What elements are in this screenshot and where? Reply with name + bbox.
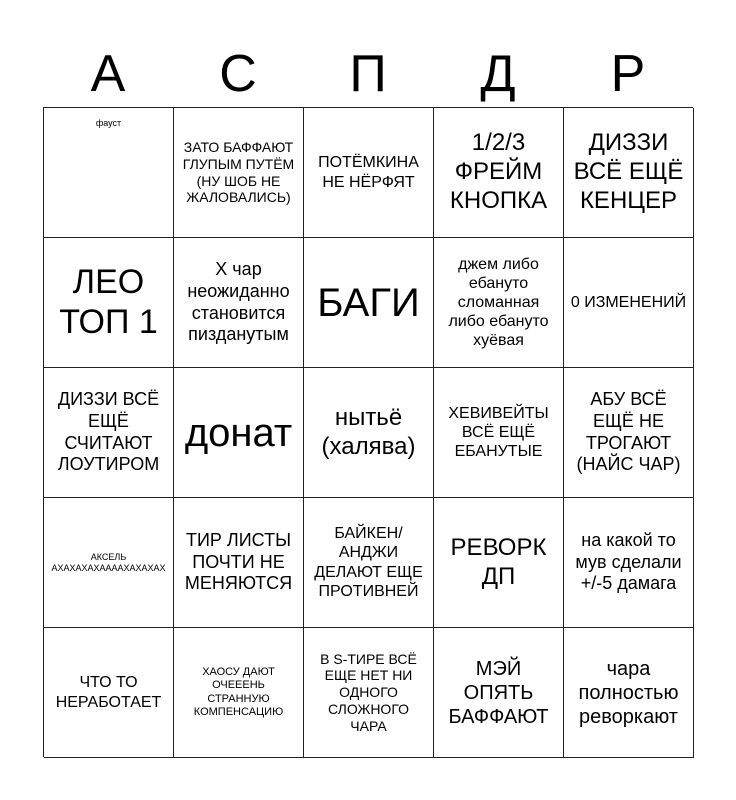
- header-letter-d: Д: [480, 45, 516, 103]
- bingo-cell[interactable]: фауст: [44, 108, 174, 238]
- bingo-cell[interactable]: донат: [174, 368, 304, 498]
- bingo-cell[interactable]: ЗАТО БАФФАЮТ ГЛУПЫМ ПУТЁМ (НУ ШОБ НЕ ЖАЛОВАЛИСЬ): [174, 108, 304, 238]
- bingo-cell[interactable]: ЛЕО ТОП 1: [44, 238, 174, 368]
- bingo-cell[interactable]: АБУ ВСЁ ЕЩЁ НЕ ТРОГАЮТ (НАЙС ЧАР): [564, 368, 694, 498]
- bingo-cell[interactable]: РЕВОРК ДП: [434, 498, 564, 628]
- bingo-cell[interactable]: нытьё (халява): [304, 368, 434, 498]
- bingo-cell[interactable]: ТИР ЛИСТЫ ПОЧТИ НЕ МЕНЯЮТСЯ: [174, 498, 304, 628]
- header-letter-s: С: [219, 45, 257, 103]
- header-letter-p: П: [349, 45, 387, 103]
- bingo-cell[interactable]: ХАОСУ ДАЮТ ОЧЕЕЕНЬ СТРАННУЮ КОМПЕНСАЦИЮ: [174, 628, 304, 758]
- header-letter-r: Р: [610, 45, 646, 103]
- bingo-cell[interactable]: чара полностью реворкают: [564, 628, 694, 758]
- bingo-cell[interactable]: 1/2/3 ФРЕЙМ КНОПКА: [434, 108, 564, 238]
- header-letter-a: А: [90, 45, 126, 103]
- bingo-cell[interactable]: БАГИ: [304, 238, 434, 368]
- bingo-cell[interactable]: ХЕВИВЕЙТЫ ВСЁ ЕЩЁ ЕБАНУТЫЕ: [434, 368, 564, 498]
- bingo-cell[interactable]: ДИЗЗИ ВСЁ ЕЩЁ СЧИТАЮТ ЛОУТИРОМ: [44, 368, 174, 498]
- bingo-cell[interactable]: джем либо ебануто сломанная либо ебануто хуёвая: [434, 238, 564, 368]
- bingo-board: [43, 107, 693, 757]
- bingo-header-row: [43, 42, 693, 106]
- bingo-cell[interactable]: ДИЗЗИ ВСЁ ЕЩЁ КЕНЦЕР: [564, 108, 694, 238]
- bingo-cell[interactable]: ЧТО ТО НЕРАБОТАЕТ: [44, 628, 174, 758]
- bingo-cell[interactable]: БАЙКЕН/ АНДЖИ ДЕЛАЮТ ЕЩЕ ПРОТИВНЕЙ: [304, 498, 434, 628]
- bingo-cell[interactable]: В S-ТИРЕ ВСЁ ЕЩЕ НЕТ НИ ОДНОГО СЛОЖНОГО ЧАРА: [304, 628, 434, 758]
- bingo-cell[interactable]: АКСЕЛЬ АХАХАХАХААААХАХАХАХ: [44, 498, 174, 628]
- bingo-cell[interactable]: 0 ИЗМЕНЕНИЙ: [564, 238, 694, 368]
- bingo-cell[interactable]: на какой то мув сделали +/-5 дамага: [564, 498, 694, 628]
- bingo-cell[interactable]: X чар неожиданно становится пизданутым: [174, 238, 304, 368]
- bingo-cell[interactable]: ПОТЁМКИНА НЕ НЁРФЯТ: [304, 108, 434, 238]
- bingo-cell[interactable]: МЭЙ ОПЯТЬ БАФФАЮТ: [434, 628, 564, 758]
